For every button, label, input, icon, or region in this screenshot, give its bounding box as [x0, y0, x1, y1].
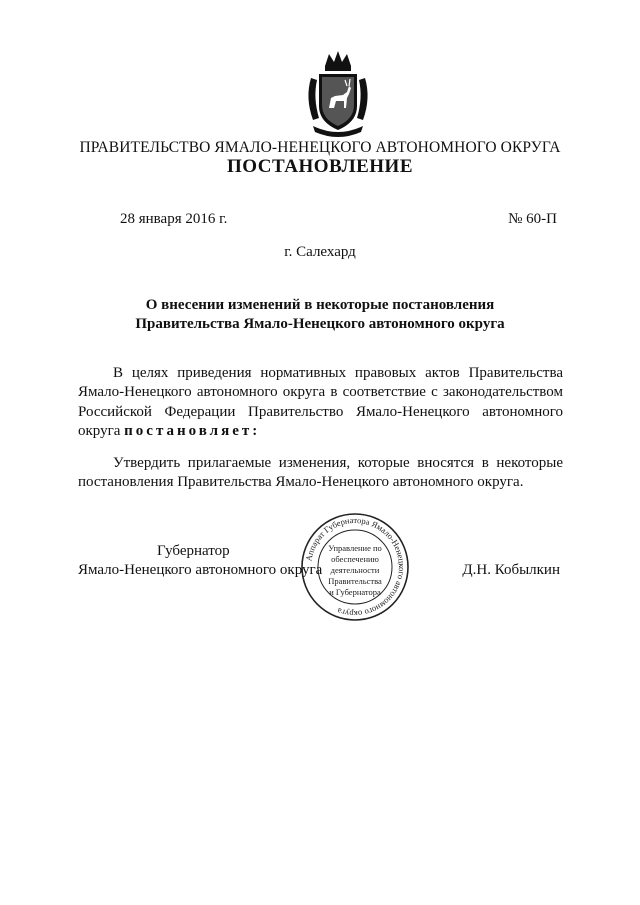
decree-word: постановляет: [124, 422, 261, 439]
seal-center-line-3: деятельности [330, 565, 380, 575]
signatory-title-line-1: Губернатор [157, 543, 230, 559]
body-paragraph-2: Утвердить прилагаемые изменения, которые вносятся в некоторые постановления Правительства Ямало-Ненецкого автономного округа. [78, 455, 563, 491]
subject-line-2: Правительства Ямало-Ненецкого автономного округа [135, 316, 505, 332]
seal-center-line-2: обеспечению [331, 554, 379, 564]
subject-line-1: О внесении изменений в некоторые постановления [145, 297, 495, 313]
document-city: г. Салехард [284, 244, 356, 260]
official-seal [299, 511, 411, 623]
signatory-name: Д.Н. Кобылкин [462, 562, 560, 578]
seal-ring-text: Аппарат Губернатора Ямало-Ненецкого автономного округа [303, 514, 408, 620]
coat-of-arms-emblem [303, 48, 373, 138]
seal-center-line-4: Правительства [328, 576, 382, 586]
seal-center-line-5: и Губернатора [329, 587, 381, 597]
signatory-title-line-2: Ямало-Ненецкого автономного округа [78, 562, 323, 578]
document-type: ПОСТАНОВЛЕНИЕ [226, 156, 414, 177]
paragraph-1-text: В целях приведения нормативных правовых актов Правительства Ямало-Ненецкого автономного округа в соответствие с законодательством Российской Федерации Правительство Ямало-Ненецкого автономного округа [78, 365, 563, 439]
document-subject [0, 296, 640, 334]
government-title: ПРАВИТЕЛЬСТВО ЯМАЛО-НЕНЕЦКОГО АВТОНОМНОГО ОКРУГА [79, 139, 561, 156]
body-paragraph-1 [78, 364, 563, 441]
document-number: № 60-П [508, 211, 557, 227]
document-date: 28 января 2016 г. [120, 211, 228, 227]
seal-center-line-1: Управление по [328, 543, 382, 553]
